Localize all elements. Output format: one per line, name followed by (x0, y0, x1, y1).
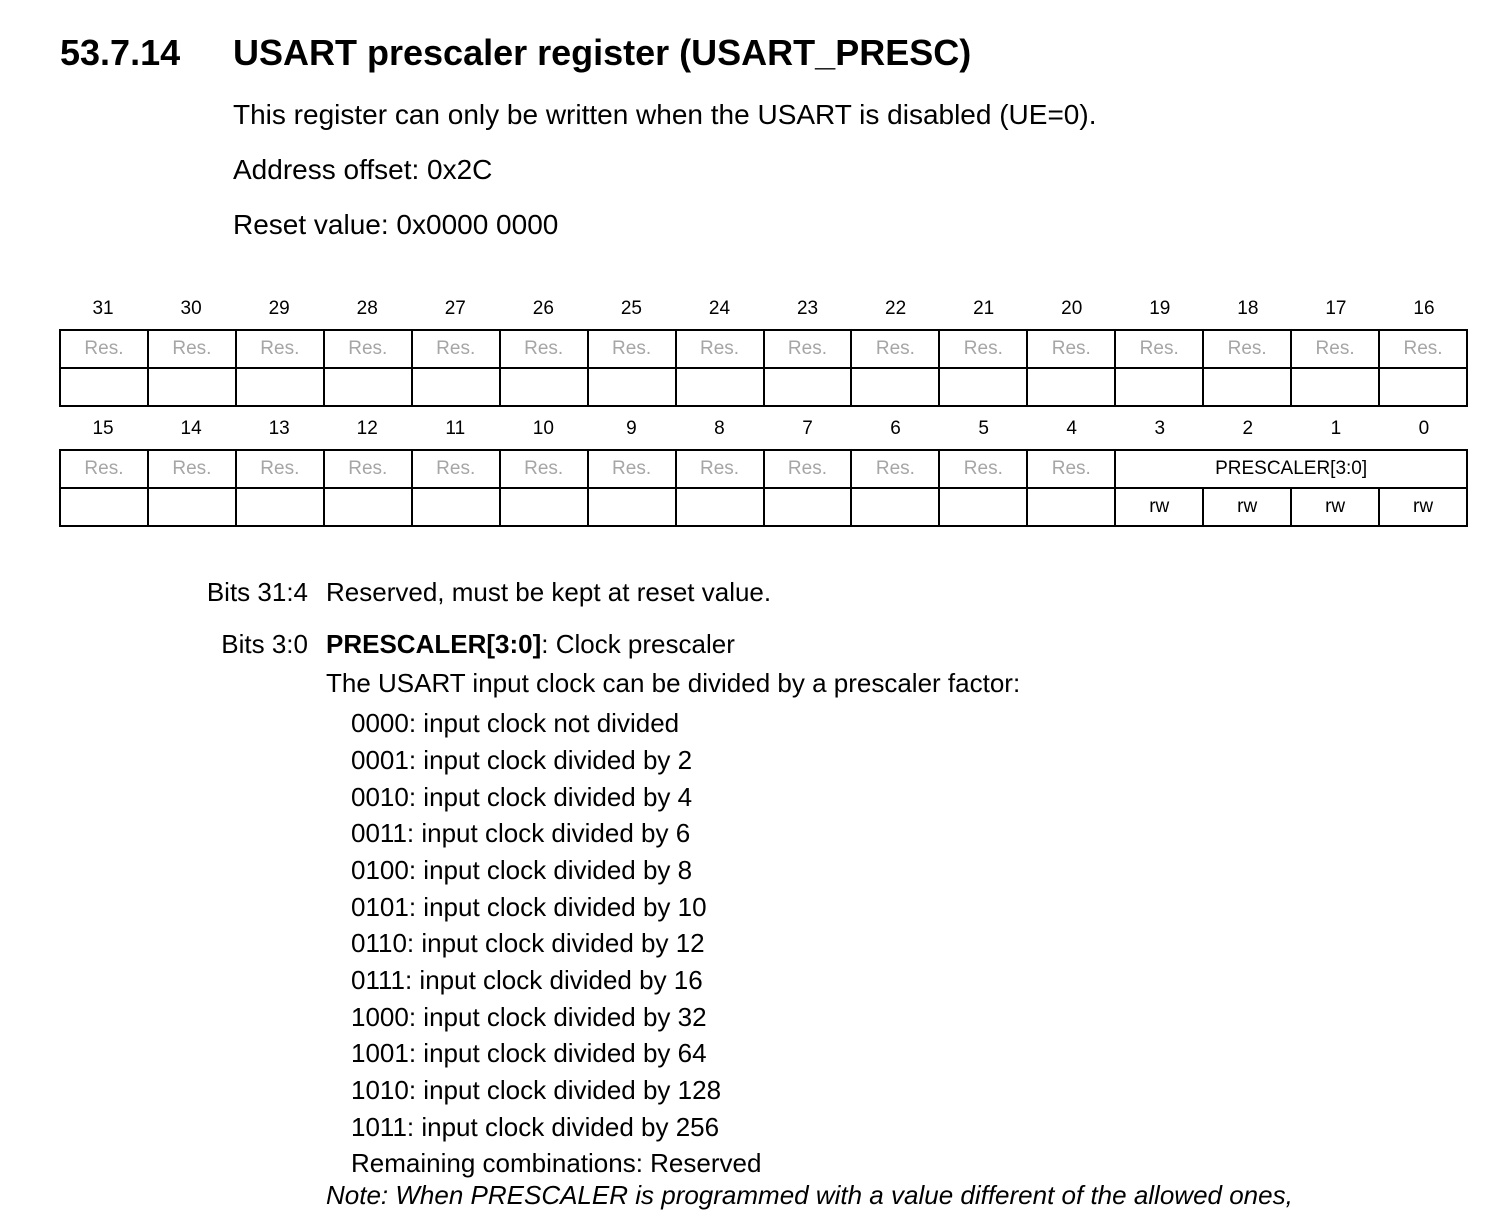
reserved-cell: Res. (588, 450, 676, 488)
prescaler-option: 1001: input clock divided by 64 (351, 1038, 707, 1068)
bit-number: 17 (1325, 298, 1347, 319)
reset-value: Reset value: 0x0000 0000 (233, 209, 559, 240)
prescaler-option: 0101: input clock divided by 10 (351, 892, 707, 922)
bit-number: 10 (532, 418, 554, 439)
bit-number: 9 (626, 418, 637, 439)
bits-31-4-label: Bits 31:4 (206, 577, 308, 607)
prescaler-option: 0001: input clock divided by 2 (351, 745, 693, 775)
reserved-cell: Res. (1203, 330, 1291, 368)
bit-number: 3 (1154, 418, 1166, 439)
bit-number: 28 (356, 298, 378, 319)
bit-number: 7 (802, 418, 813, 439)
bit-number: 11 (445, 418, 466, 439)
reserved-cell: Res. (500, 450, 588, 488)
section-number: 53.7.14 (60, 32, 181, 73)
reserved-cell: Res. (412, 330, 500, 368)
access-cell (939, 368, 1027, 406)
bit-number: 24 (708, 298, 731, 319)
register-upper-table (59, 329, 1468, 407)
bit-number: 19 (1149, 298, 1171, 319)
access-rw-cell: rw (1203, 488, 1291, 526)
bit-number: 5 (978, 418, 989, 439)
bit-number: 4 (1066, 418, 1077, 439)
prescaler-option: Remaining combinations: Reserved (351, 1148, 762, 1178)
reserved-cell: Res. (939, 450, 1027, 488)
access-cell (851, 368, 939, 406)
bit-number: 12 (356, 418, 378, 439)
bit-number: 15 (92, 418, 114, 439)
reserved-cell: Res. (1379, 330, 1467, 368)
bit-number: 31 (92, 298, 114, 319)
prescaler-intro: The USART input clock can be divided by a prescaler factor: (326, 668, 1021, 698)
access-cell (148, 368, 236, 406)
reserved-cell: Res. (1115, 330, 1203, 368)
prescaler-option: 1010: input clock divided by 128 (351, 1075, 722, 1105)
bit-number: 22 (885, 298, 907, 319)
bit-number: 20 (1061, 298, 1083, 319)
prescaler-option: 0100: input clock divided by 8 (351, 855, 693, 885)
reserved-cell: Res. (324, 450, 412, 488)
reserved-cell: Res. (324, 330, 412, 368)
access-cell (1379, 368, 1467, 406)
prescaler-note: Note: When PRESCALER is programmed with a value different of the allowed ones, (326, 1180, 1293, 1210)
reserved-cell: Res. (676, 450, 764, 488)
reserved-cell: Res. (764, 330, 852, 368)
access-cell (1203, 368, 1291, 406)
reserved-cell: Res. (148, 450, 236, 488)
upper-access-row (60, 368, 1467, 406)
register-lower-table (59, 449, 1468, 527)
reserved-cell: Res. (588, 330, 676, 368)
access-cell (148, 488, 236, 526)
access-cell (1027, 488, 1115, 526)
access-cell (324, 368, 412, 406)
access-cell (764, 368, 852, 406)
prescaler-option: 0111: input clock divided by 16 (351, 965, 703, 995)
access-cell (676, 368, 764, 406)
access-cell (60, 488, 148, 526)
prescaler-option: 0000: input clock not divided (351, 708, 680, 738)
access-cell (939, 488, 1027, 526)
access-cell (851, 488, 939, 526)
section-title: USART prescaler register (USART_PRESC) (233, 32, 972, 73)
access-cell (236, 488, 324, 526)
reserved-cell: Res. (851, 450, 939, 488)
access-cell (60, 368, 148, 406)
reserved-cell: Res. (236, 330, 324, 368)
access-cell (764, 488, 852, 526)
bit-number: 13 (268, 418, 290, 439)
bit-number: 1 (1330, 418, 1342, 439)
reserved-cell: Res. (939, 330, 1027, 368)
bits-31-4-description: Reserved, must be kept at reset value. (326, 577, 772, 607)
access-cell (1027, 368, 1115, 406)
intro-text: This register can only be written when the USART is disabled (UE=0). (233, 99, 1097, 130)
reserved-cell: Res. (1027, 330, 1115, 368)
reserved-cell: Res. (236, 450, 324, 488)
access-rw-cell: rw (1379, 488, 1467, 526)
bit-number: 0 (1418, 418, 1430, 439)
prescaler-option: 0011: input clock divided by 6 (351, 818, 691, 848)
bit-number: 30 (180, 298, 202, 319)
access-cell (500, 368, 588, 406)
prescaler-option: 1000: input clock divided by 32 (351, 1002, 707, 1032)
bit-number: 8 (714, 418, 725, 439)
prescaler-option: 0010: input clock divided by 4 (351, 782, 693, 812)
bit-number: 21 (973, 298, 995, 319)
bits-3-0-heading (326, 629, 735, 660)
reserved-cell: Res. (676, 330, 764, 368)
prescaler-field-title: : Clock prescaler (541, 629, 735, 659)
lower-access-row (60, 488, 1467, 526)
prescaler-option: 0110: input clock divided by 12 (351, 928, 705, 958)
upper-field-row (60, 330, 1467, 368)
access-rw-cell: rw (1115, 488, 1203, 526)
bit-number: 23 (796, 298, 819, 319)
reserved-cell: Res. (1291, 330, 1379, 368)
access-cell (676, 488, 764, 526)
access-cell (324, 488, 412, 526)
reserved-cell: Res. (60, 330, 148, 368)
reserved-cell: Res. (851, 330, 939, 368)
access-cell (412, 368, 500, 406)
access-cell (412, 488, 500, 526)
access-cell (588, 488, 676, 526)
prescaler-field-cell: PRESCALER[3:0] (1115, 450, 1467, 488)
access-cell (588, 368, 676, 406)
reserved-cell: Res. (412, 450, 500, 488)
lower-field-row (60, 450, 1467, 488)
bits-3-0-label: Bits 3:0 (221, 629, 308, 659)
reserved-cell: Res. (60, 450, 148, 488)
access-rw-cell: rw (1291, 488, 1379, 526)
bit-number: 26 (532, 298, 554, 319)
reserved-cell: Res. (148, 330, 236, 368)
bit-number: 18 (1237, 298, 1259, 319)
bit-number: 6 (890, 418, 901, 439)
bit-number: 16 (1413, 298, 1435, 319)
bit-number: 27 (444, 298, 466, 319)
bit-number: 29 (268, 298, 290, 319)
lower-bit-numbers (59, 418, 1468, 440)
access-cell (236, 368, 324, 406)
access-cell (1115, 368, 1203, 406)
bit-number: 2 (1242, 418, 1254, 439)
prescaler-field-name: PRESCALER[3:0] (326, 629, 542, 659)
bit-number: 25 (620, 298, 642, 319)
address-offset: Address offset: 0x2C (233, 154, 493, 185)
reserved-cell: Res. (500, 330, 588, 368)
reserved-cell: Res. (1027, 450, 1115, 488)
access-cell (1291, 368, 1379, 406)
access-cell (500, 488, 588, 526)
bit-number: 14 (180, 418, 202, 439)
prescaler-option: 1011: input clock divided by 256 (351, 1112, 720, 1142)
reserved-cell: Res. (764, 450, 852, 488)
upper-bit-numbers (59, 298, 1468, 320)
